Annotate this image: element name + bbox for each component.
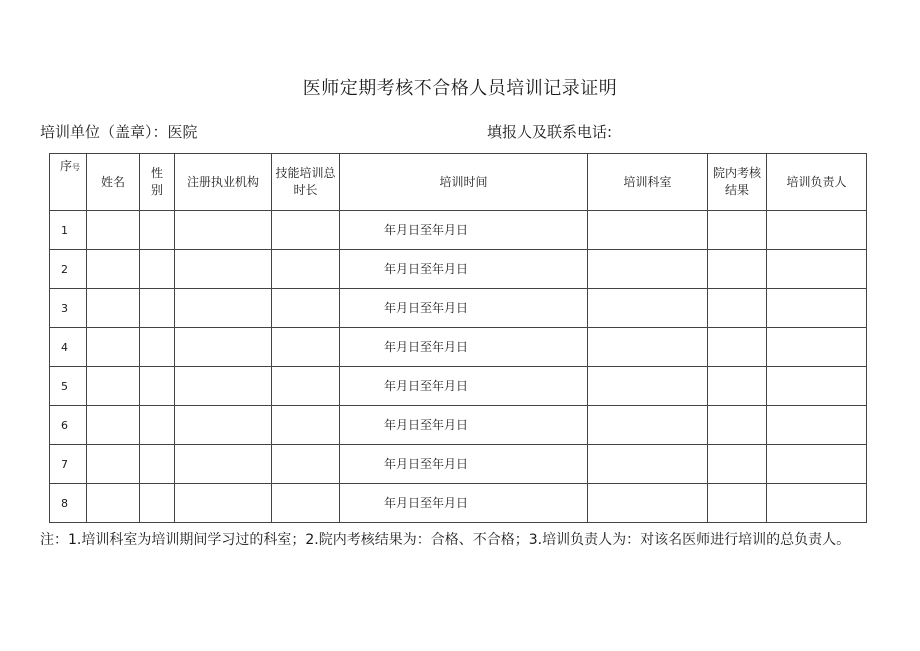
header-seq: 序号	[50, 154, 87, 211]
cell-name[interactable]	[87, 328, 140, 367]
header-institution: 注册执业机构	[175, 154, 272, 211]
cell-training-dept[interactable]	[588, 250, 708, 289]
row-seq: 8	[50, 484, 87, 523]
cell-training-time[interactable]: 年月日至年月日	[340, 445, 588, 484]
cell-responsible-person[interactable]	[767, 445, 867, 484]
cell-name[interactable]	[87, 250, 140, 289]
cell-training-time[interactable]: 年月日至年月日	[340, 289, 588, 328]
cell-institution[interactable]	[175, 250, 272, 289]
cell-internal-result[interactable]	[708, 211, 767, 250]
cell-training-time[interactable]: 年月日至年月日	[340, 484, 588, 523]
cell-gender[interactable]	[140, 445, 175, 484]
cell-gender[interactable]	[140, 250, 175, 289]
row-seq: 3	[50, 289, 87, 328]
table-row	[50, 211, 867, 250]
cell-training-time[interactable]: 年月日至年月日	[340, 328, 588, 367]
cell-training-time[interactable]: 年月日至年月日	[340, 367, 588, 406]
cell-internal-result[interactable]	[708, 406, 767, 445]
row-seq: 6	[50, 406, 87, 445]
cell-responsible-person[interactable]	[767, 328, 867, 367]
cell-training-hours[interactable]	[272, 406, 340, 445]
cell-institution[interactable]	[175, 289, 272, 328]
header-responsible-person: 培训负责人	[767, 154, 867, 211]
cell-internal-result[interactable]	[708, 328, 767, 367]
cell-gender[interactable]	[140, 211, 175, 250]
table-row	[50, 484, 867, 523]
reporter-contact-label: 填报人及联系电话:	[487, 123, 613, 141]
cell-institution[interactable]	[175, 445, 272, 484]
cell-training-dept[interactable]	[588, 211, 708, 250]
row-seq: 5	[50, 367, 87, 406]
cell-institution[interactable]	[175, 367, 272, 406]
training-unit-label: 培训单位（盖章）：医院	[40, 123, 198, 141]
cell-name[interactable]	[87, 406, 140, 445]
header-training-dept: 培训科室	[588, 154, 708, 211]
cell-gender[interactable]	[140, 484, 175, 523]
cell-name[interactable]	[87, 484, 140, 523]
cell-training-hours[interactable]	[272, 328, 340, 367]
cell-training-dept[interactable]	[588, 328, 708, 367]
cell-training-dept[interactable]	[588, 406, 708, 445]
cell-training-time[interactable]: 年月日至年月日	[340, 406, 588, 445]
cell-training-dept[interactable]	[588, 445, 708, 484]
row-seq: 4	[50, 328, 87, 367]
table-row	[50, 406, 867, 445]
cell-training-dept[interactable]	[588, 367, 708, 406]
cell-gender[interactable]	[140, 367, 175, 406]
cell-training-hours[interactable]	[272, 211, 340, 250]
cell-responsible-person[interactable]	[767, 250, 867, 289]
footnote: 注：1.培训科室为培训期间学习过的科室；2.院内考核结果为：合格、不合格；3.培训负责人为：对该名医师进行培训的总负责人。	[40, 532, 851, 548]
cell-responsible-person[interactable]	[767, 406, 867, 445]
cell-training-time[interactable]: 年月日至年月日	[340, 211, 588, 250]
training-record-table	[49, 153, 867, 523]
table-row	[50, 250, 867, 289]
cell-name[interactable]	[87, 289, 140, 328]
header-gender: 性 别	[140, 154, 175, 211]
cell-responsible-person[interactable]	[767, 289, 867, 328]
row-seq: 1	[50, 211, 87, 250]
cell-institution[interactable]	[175, 484, 272, 523]
table-row	[50, 289, 867, 328]
cell-name[interactable]	[87, 445, 140, 484]
cell-training-time[interactable]: 年月日至年月日	[340, 250, 588, 289]
cell-training-hours[interactable]	[272, 484, 340, 523]
cell-responsible-person[interactable]	[767, 367, 867, 406]
cell-name[interactable]	[87, 367, 140, 406]
cell-internal-result[interactable]	[708, 289, 767, 328]
cell-name[interactable]	[87, 211, 140, 250]
header-name: 姓名	[87, 154, 140, 211]
cell-internal-result[interactable]	[708, 445, 767, 484]
cell-training-dept[interactable]	[588, 484, 708, 523]
cell-training-hours[interactable]	[272, 289, 340, 328]
cell-internal-result[interactable]	[708, 250, 767, 289]
header-training-time: 培训时间	[340, 154, 588, 211]
cell-institution[interactable]	[175, 328, 272, 367]
table-row	[50, 328, 867, 367]
cell-institution[interactable]	[175, 406, 272, 445]
cell-training-dept[interactable]	[588, 289, 708, 328]
cell-training-hours[interactable]	[272, 250, 340, 289]
cell-internal-result[interactable]	[708, 484, 767, 523]
cell-gender[interactable]	[140, 289, 175, 328]
cell-training-hours[interactable]	[272, 367, 340, 406]
row-seq: 2	[50, 250, 87, 289]
cell-responsible-person[interactable]	[767, 211, 867, 250]
table-row	[50, 367, 867, 406]
cell-responsible-person[interactable]	[767, 484, 867, 523]
header-internal-result: 院内考核 结果	[708, 154, 767, 211]
cell-gender[interactable]	[140, 328, 175, 367]
cell-training-hours[interactable]	[272, 445, 340, 484]
header-training-hours: 技能培训总 时长	[272, 154, 340, 211]
cell-institution[interactable]	[175, 211, 272, 250]
row-seq: 7	[50, 445, 87, 484]
cell-internal-result[interactable]	[708, 367, 767, 406]
cell-gender[interactable]	[140, 406, 175, 445]
table-header-row	[50, 154, 867, 211]
table-row	[50, 445, 867, 484]
document-title: 医师定期考核不合格人员培训记录证明	[302, 78, 618, 99]
